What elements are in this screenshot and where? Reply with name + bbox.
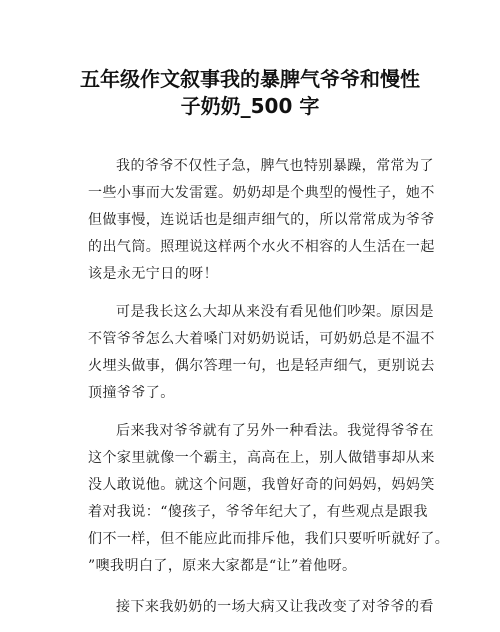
title-line-1: 五年级作文叙事我的暴脾气爷爷和慢性	[80, 67, 420, 91]
paragraph-line: 接下来我奶奶的一场大病又让我改变了对爷爷的看	[116, 599, 434, 615]
paragraph-line: 着对我说：“傻孩子，爷爷年纪大了，有些观点是跟我	[88, 504, 428, 520]
paragraph-line: 但做事慢，连说话也是细声细气的，所以常常成为爷爷	[88, 212, 435, 228]
paragraph-line: 可是我长这么大却从来没有看见他们吵架。原因是	[116, 304, 434, 320]
article-title	[60, 66, 440, 120]
paragraph-line: 我的爷爷不仅性子急，脾气也特别暴躁，常常为了	[116, 158, 434, 174]
paragraph-4	[88, 594, 434, 621]
paragraph-line: 该是永无宁日的呀！	[88, 266, 219, 282]
paragraph-line: 这个家里就像一个霸主，高高在上，别人做错事却从来	[88, 450, 435, 466]
title-line-2: 子奶奶_500 字	[180, 94, 320, 118]
paragraph-2	[88, 299, 435, 407]
paragraph-line: 顶撞爷爷了。	[88, 385, 175, 401]
paragraph-line: 火埋头做事，偶尔答理一句，也是轻声细气，更别说去	[88, 358, 435, 374]
paragraph-line: 们不一样，但不能应此而排斥他，我们只要听听就好了。	[88, 531, 450, 547]
paragraph-line: 后来我对爷爷就有了另外一种看法。我觉得爷爷在	[116, 423, 434, 439]
paragraph-line: ”噢我明白了，原来大家都是“让”着他呀。	[88, 558, 357, 574]
article-body	[88, 153, 450, 632]
paragraph-3	[88, 418, 450, 580]
paragraph-line: 一些小事而大发雷霆。奶奶却是个典型的慢性子，她不	[88, 185, 435, 201]
paragraph-1	[88, 153, 435, 288]
paragraph-line: 不管爷爷怎么大着嗓门对奶奶说话，可奶奶总是不温不	[88, 331, 435, 347]
paragraph-line: 没人敢说他。就这个问题，我曾好奇的问妈妈，妈妈笑	[88, 477, 435, 493]
paragraph-line: 的出气筒。照理说这样两个水火不相容的人生活在一起	[88, 239, 435, 255]
